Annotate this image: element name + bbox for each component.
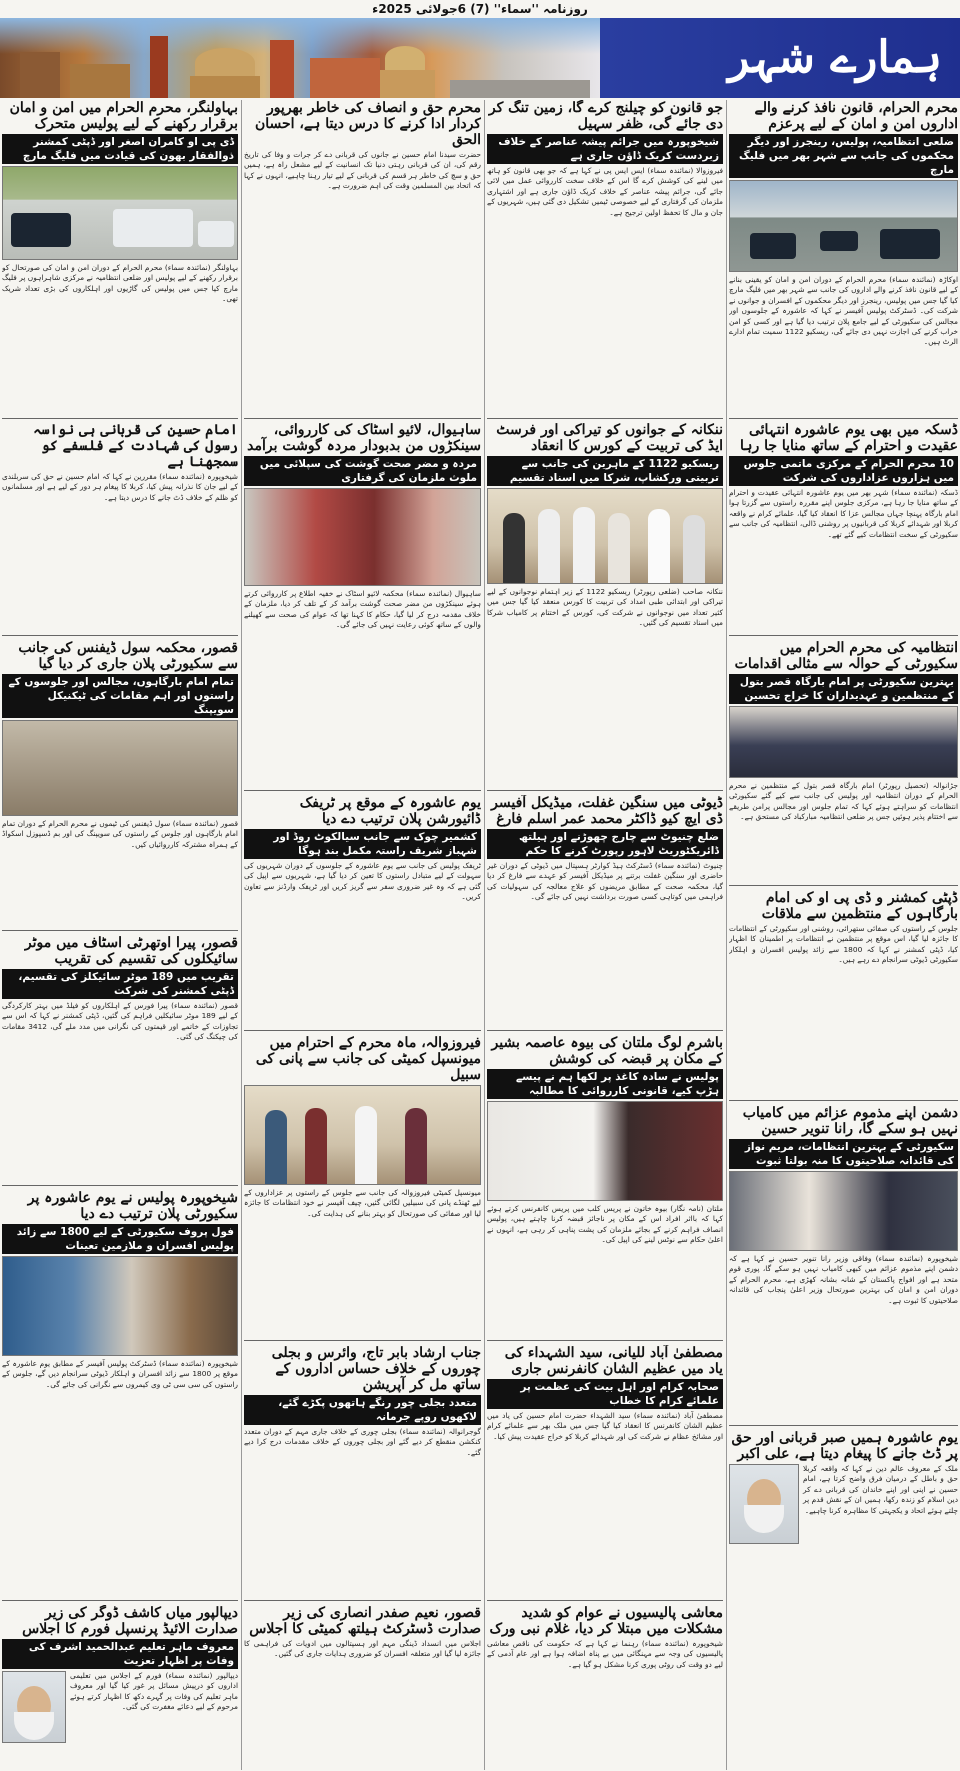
article-body: قصور (نمائندہ سماء) سول ڈیفنس کی ٹیموں نے محرم الحرام کے دوران تمام امام بارگاہوں اور جلوس کے راستوں کی سویپنگ کی اور بم ڈسپوزل اسکواڈ کے ہمراہ مشترکہ کارروائیاں کیں۔ — [2, 819, 238, 849]
article-subheadline: ریسکیو 1122 کے ماہرین کی جانب سے تربیتی ورکشاپ، شرکا میں اسناد تقسیم — [487, 456, 723, 486]
article-subheadline: بہترین سکیورٹی پر امام بارگاہ قصر بتول کے منتظمین و عہدیداران کا خراج تحسین — [729, 674, 958, 704]
article — [244, 1345, 481, 1595]
dateline: روزنامہ ''سماء'' (7) 6جولائی 2025ء — [372, 2, 588, 16]
article-subheadline: معروف ماہر تعلیم عبدالحمید اشرف کی وفات پر اظہار تعزیت — [2, 1639, 238, 1669]
water-sabeel-photo — [244, 1085, 481, 1185]
article — [244, 1605, 481, 1765]
article-headline: دشمن اپنے مذموم عزائم میں کامیاب نہیں ہو سکے گا، رانا تنویر حسین — [742, 1105, 958, 1137]
article-body: ٹریفک پولیس کی جانب سے یوم عاشورہ کے جلوسوں کے دوران شہریوں کی سہولت کے لیے متبادل راستوں کا تعین کر دیا گیا ہے، شہریوں سے اپیل کی گئی ہے کہ وہ غیر ضروری سفر سے گریز کریں اور ٹریفک وارڈنز سے تعاون کریں۔ — [244, 861, 481, 902]
column-4 — [0, 100, 240, 1770]
article-headline: محرم حق و انصاف کی خاطر بھرپور کردار ادا کرنے کا درس دیتا ہے، احسان الحق — [254, 100, 481, 148]
article-body: شیخوپورہ (نمائندہ سماء) وفاقی وزیر رانا تنویر حسین نے کہا ہے کہ دشمن اپنے مذموم عزائم میں کبھی کامیاب نہیں ہو سکے گا، پوری قوم متحد ہے اور افواج پاکستان کے شانہ بشانہ کھڑی ہے، محرم الحرام کے دوران امن و امان کی بہترین صورتحال وزیر اعلیٰ پنجاب کی قائدانہ صلاحیتوں کا ثبوت ہے۔ — [729, 1254, 958, 1305]
article — [487, 1605, 723, 1765]
article-body: دیپالپور (نمائندہ سماء) فورم کے اجلاس میں تعلیمی اداروں کو درپیش مسائل پر غور کیا گیا اور معروف ماہر تعلیم کی وفات پر گہرے دکھ کا اظہار کرتے ہوئے مرحوم کے لیے دعائے مغفرت کی گئی۔ — [70, 1671, 238, 1712]
bomb-disposal-photo — [2, 720, 238, 816]
article-subheadline: صحابہ کرام اور اہل بیت کی عظمت پر علمائے کرام کا خطاب — [487, 1379, 723, 1409]
article-subheadline: ضلعی انتظامیہ، پولیس، رینجرز اور دیگر محکموں کی جانب سے شہر بھر میں فلیگ مارچ — [729, 134, 958, 178]
police-vehicles-photo — [729, 180, 958, 272]
article-body: اجلاس میں انسداد ڈینگی مہم اور ہسپتالوں میں ادویات کی فراہمی کا جائزہ لیا گیا اور متعلقہ افسران کو ضروری ہدایات جاری کی گئیں۔ — [244, 1639, 481, 1659]
article-subheadline: متعدد بجلی چور رنگے ہاتھوں پکڑے گئے، لاکھوں روپے جرمانہ — [244, 1395, 481, 1425]
article — [244, 100, 481, 410]
article-subheadline: فول پروف سکیورٹی کے لیے 1800 سے زائد پولیس افسران و ملازمین تعینات — [2, 1224, 238, 1254]
article-body: جڑانوالہ (تحصیل رپورٹر) امام بارگاہ قصر بتول کے منتظمین نے محرم الحرام کے دوران انتظامیہ اور پولیس کی جانب سے کیے گئے سکیورٹی انتظامات کو سراہتے ہوئے کہا کہ تمام جلوس اور مجالس پرامن طریقے سے اختتام پذیر ہوئیں جس پر ضلعی انتظامیہ مبارکباد کی مستحق ہے۔ — [729, 781, 958, 822]
article-subheadline: مردہ و مضر صحت گوشت کی سپلائی میں ملوث ملزمان کی گرفتاری — [244, 456, 481, 486]
article-headline: یوم عاشورہ ہمیں صبر قربانی اور حق پر ڈٹ جانے کا پیغام دیتا ہے، علی اکبر — [731, 1430, 958, 1462]
article — [2, 1605, 238, 1765]
article-body: جلوس کے راستوں کی صفائی ستھرائی، روشنی اور سکیورٹی کے انتظامات کا جائزہ لیا گیا، اس موقع پر منتظمین نے انتظامات پر اطمینان کا اظہار کیا، ڈپٹی کمشنر نے کہا کہ 1800 سے زائد پولیس افسران و اہلکار سکیورٹی ڈیوٹی سرانجام دے رہے ہیں۔ — [729, 924, 958, 965]
article — [487, 1035, 723, 1325]
column-3 — [242, 100, 483, 1770]
article-body: ساہیوال (نمائندہ سماء) محکمہ لائیو اسٹاک نے خفیہ اطلاع پر کارروائی کرتے ہوئے سینکڑوں من مضر صحت گوشت برآمد کر کے تلف کر دیا، ملزمان کے خلاف مقدمہ درج کر لیا گیا، حکام کا کہنا تھا کہ عوام کی صحت سے کھیلنے والوں کے ساتھ کوئی رعایت نہیں کی جائے گی۔ — [244, 589, 481, 630]
article — [729, 1430, 958, 1760]
article-body: گوجرانوالہ (نمائندہ سماء) بجلی چوری کے خلاف جاری مہم کے دوران متعدد کنکشن منقطع کر دیے گئے اور بجلی چوروں کے خلاف مقدمات درج کرا دیے گئے۔ — [244, 1427, 481, 1457]
article — [729, 1105, 958, 1355]
article — [729, 890, 958, 1070]
section-title: ہمارے شہر — [600, 18, 960, 98]
article-headline: جو قانون کو چیلنج کرے گا، زمین تنگ کر دی جائے گی، ظفر سہیل — [488, 100, 723, 132]
article-subheadline: شیخوپورہ میں جرائم پیشہ عناصر کے خلاف زبردست کریک ڈاؤن جاری ہے — [487, 134, 723, 164]
article — [2, 100, 238, 410]
article — [2, 640, 238, 925]
article-headline: قصور، پیرا اوتھرٹی اسٹاف میں موٹر سائیکلوں کی تقسیم کی تقریب — [24, 935, 238, 967]
article — [2, 935, 238, 1175]
article-subheadline: 10 محرم الحرام کے مرکزی ماتمی جلوس میں ہزاروں عزاداروں کی شرکت — [729, 456, 958, 486]
article-body: شیخوپورہ (نمائندہ سماء) ڈسٹرکٹ پولیس آفیسر کے مطابق یوم عاشورہ کے موقع پر 1800 سے زائد افسران و اہلکار ڈیوٹی سرانجام دیں گے، جلوس کے راستوں کی سی سی ٹی وی کیمروں سے نگرانی کی جائے گی۔ — [2, 1359, 238, 1389]
article-headline: ساہیوال، لائیو اسٹاک کی کارروائی، سینکڑوں من بدبودار مردہ گوشت برآمد — [247, 422, 481, 454]
article-headline: ننکانہ کے جوانوں کو تیراکی اور فرسٹ ایڈ کی تربیت کے کورس کا انعقاد — [496, 422, 723, 454]
police-security-photo — [2, 1256, 238, 1356]
article — [487, 795, 723, 1025]
article — [244, 795, 481, 1025]
article-body: قصور (نمائندہ سماء) پیرا فورس کے اہلکاروں کو فیلڈ میں بہتر کارکردگی کے لیے 189 موٹر سائیکلیں فراہم کی گئیں، ڈپٹی کمشنر نے کہا کہ اس سے تجاوزات کے خاتمے اور قیمتوں کی نگرانی میں مدد ملے گی، 3412 مقامات کی چیکنگ کی گئی۔ — [2, 1001, 238, 1042]
article-headline: جناب ارشاد بابر تاج، وائرس و بجلی چوروں کے خلاف حساس اداروں کے ساتھ مل کر آپریشن — [271, 1345, 481, 1393]
article-subheadline: تمام امام بارگاہوں، مجالس اور جلوسوں کے راستوں اور اہم مقامات کی ٹیکنیکل سویپنگ — [2, 674, 238, 718]
article-headline: فیروزوالہ، ماہ محرم کے احترام میں میونسپل کمیٹی کی جانب سے پانی کی سبیل — [255, 1035, 481, 1083]
article-subheadline: ضلع چنیوٹ سے چارج چھوڑنے اور ہیلتھ ڈائریکٹوریٹ لاہور رپورٹ کرنے کا حکم — [487, 829, 723, 859]
article — [729, 640, 958, 870]
article-body: بہاولنگر (نمائندہ سماء) محرم الحرام کے دوران امن و امان کی صورتحال کو برقرار رکھنے کے لیے پولیس اور ضلعی انتظامیہ نے مرکزی شاہراہوں پر فلیگ مارچ کیا جس میں پولیس کی گاڑیوں اور اہلکاروں کی بڑی تعداد شریک تھی۔ — [2, 263, 238, 304]
portrait-photo — [2, 1671, 66, 1743]
article-subheadline: سکیورٹی کے بہترین انتظامات، مریم نواز کی قائدانہ صلاحیتوں کا منہ بولتا ثبوت — [729, 1139, 958, 1169]
meeting-group-photo — [729, 706, 958, 778]
column-2 — [485, 100, 725, 1770]
portrait-photo — [729, 1464, 799, 1544]
confiscated-meat-photo — [244, 488, 481, 586]
article-body: ڈسکہ (نمائندہ سماء) شہر بھر میں یوم عاشورہ انتہائی عقیدت و احترام کے ساتھ منایا جا رہا ہے، مرکزی جلوس اپنے مقررہ راستوں سے گزرتا ہوا امام بارگاہ پہنچا جہاں مجالس عزا کا انعقاد کیا گیا، علمائے کرام نے واقعہ کربلا اور شہدائے کربلا کی قربانیوں پر روشنی ڈالی، انتظامیہ کی جانب سے سکیورٹی کے سخت انتظامات کیے گئے تھے۔ — [729, 488, 958, 539]
article-headline: انتظامیہ کی محرم الحرام میں سکیورٹی کے حوالہ سے مثالی اقدامات — [734, 640, 958, 672]
article-headline: ڈیوٹی میں سنگین غفلت، میڈیکل آفیسر ڈی ایچ کیو ڈاکٹر محمد عمر اسلم فارغ — [491, 795, 723, 827]
article — [487, 422, 723, 782]
certificate-ceremony-photo — [487, 488, 723, 584]
article-headline: مصطفیٰ آباد للیانی، سید الشہداء کی یاد میں عظیم الشان کانفرنس جاری — [504, 1345, 723, 1377]
section-banner — [0, 18, 960, 98]
article-headline: امام حسین کی قربانی ہی نواسہ رسول کی شہادت کے فلسفے کو سمجھنا ہے — [33, 422, 238, 470]
article-body: مصطفیٰ آباد (نمائندہ سماء) سید الشہداء حضرت امام حسین کی یاد میں عظیم الشان کانفرنس کا انعقاد کیا گیا جس میں ملک بھر سے علمائے کرام اور مشائخ عظام نے شرکت کی اور شہدائے کربلا کو خراج عقیدت پیش کیا۔ — [487, 1411, 723, 1441]
article-body: میونسپل کمیٹی فیروزوالہ کی جانب سے جلوس کے راستوں پر عزاداروں کے لیے ٹھنڈے پانی کی سبیلیں لگائی گئیں، چیف آفیسر نے خود انتظامات کا جائزہ لیا اور صفائی کی صورتحال کو بہتر بنانے کی ہدایت کی۔ — [244, 1188, 481, 1218]
article-subheadline: ڈی پی او کامران اصغر اور ڈپٹی کمشنر ذوالفقار بھون کی قیادت میں فلیگ مارچ — [2, 134, 238, 164]
article-body: ملک کے معروف عالم دین نے کہا کہ واقعہ کربلا حق و باطل کے درمیان فرق واضح کرتا ہے، امام حسین نے اپنی اور اپنے خاندان کی قربانی دے کر دین اسلام کو زندہ رکھا، ہمیں ان کے نقش قدم پر چلتے ہوئے اتحاد و یکجہتی کا مظاہرہ کرنا چاہیے۔ — [803, 1464, 958, 1515]
article — [244, 1035, 481, 1315]
article-subheadline: تقریب میں 189 موٹر سائیکلز کی تقسیم، ڈپٹی کمشنر کی شرکت — [2, 969, 238, 999]
article-headline: ڈسکہ میں بھی یوم عاشورہ انتہائی عقیدت و احترام کے ساتھ منایا جا رہا — [739, 422, 958, 454]
article-body: ننکانہ صاحب (ضلعی رپورٹر) ریسکیو 1122 کے زیر اہتمام نوجوانوں کے لیے تیراکی اور ابتدائی طبی امداد کی تربیت کا کورس منعقد کیا گیا جس میں کثیر تعداد میں نوجوانوں نے شرکت کی، کورس کے اختتام پر کامیاب شرکا میں اسناد تقسیم کی گئیں۔ — [487, 587, 723, 628]
article-headline: معاشی پالیسیوں نے عوام کو شدید مشکلات میں مبتلا کر دیا، غلام نبی ورک — [489, 1605, 723, 1637]
banner-collage-image — [0, 18, 600, 98]
article-headline: قصور، محکمہ سول ڈیفنس کی جانب سے سکیورٹی پلان جاری کر دیا گیا — [18, 640, 238, 672]
article — [487, 100, 723, 410]
article-body: شیخوپورہ (نمائندہ سماء) رہنما نے کہا ہے کہ حکومت کی ناقص معاشی پالیسیوں کی وجہ سے مہنگائی میں بے پناہ اضافہ ہوا ہے اور عام آدمی کے لیے دو وقت کی روٹی پوری کرنا مشکل ہو گیا ہے۔ — [487, 1639, 723, 1669]
article-body: شیخوپورہ (نمائندہ سماء) مقررین نے کہا کہ امام حسین نے حق کی سربلندی کے لیے جان کا نذرانہ پیش کیا، کربلا کا پیغام ہر دور کے لیے ہے اور مسلمانوں کو ظلم کے خلاف ڈٹ جانے کا درس دیتا ہے۔ — [2, 472, 238, 502]
article-body: فیروزوالا (نمائندہ سماء) ایس ایس پی نے کہا ہے کہ جو بھی قانون کو ہاتھ میں لینے کی کوشش کرے گا اس کے خلاف سخت کارروائی عمل میں لائی جائے گی، جرائم پیشہ عناصر کے خلاف کریک ڈاؤن جاری ہے اور اشتہاری ملزمان کی گرفتاری کے لیے خصوصی ٹیمیں تشکیل دی گئی ہیں، شہریوں کے جان و مال کا تحفظ اولین ترجیح ہے۔ — [487, 166, 723, 217]
article-subheadline: پولیس نے سادہ کاغذ پر لکھا ہم نے پیسے ہڑپ کیے، قانونی کارروائی کا مطالبہ — [487, 1069, 723, 1099]
article — [487, 1345, 723, 1595]
article-body: حضرت سیدنا امام حسین نے جانوں کی قربانی دے کر جرات و وفا کی تاریخ رقم کی، ان کی قربانی رہتی دنیا تک انسانیت کے لیے مشعل راہ ہے، ہمیں حق و سچ کی خاطر ہر قسم کی قربانی کے لیے تیار رہنا چاہیے، انہوں نے کہا کہ اتحاد بین المسلمین وقت کی اہم ضرورت ہے۔ — [244, 150, 481, 191]
article-headline: قصور، نعیم صفدر انصاری کی زیر صدارت ڈسٹرکٹ ہیلتھ کمیٹی کا اجلاس — [249, 1605, 481, 1637]
article-headline: باشرم لوگ ملتان کی بیوہ عاصمہ بشیر کے مکان پر قبضہ کی کوشش — [491, 1035, 723, 1067]
article-subheadline: کشمیر چوک سے جانب سیالکوٹ روڈ اور شہباز شریف راستہ مکمل بند ہوگا — [244, 829, 481, 859]
article-body: اوکاڑہ (نمائندہ سماء) محرم الحرام کے دوران امن و امان کو یقینی بنانے کے لیے قانون نافذ کرنے والے اداروں کی جانب سے شہر بھر میں فلیگ مارچ کیا گیا جس میں پولیس، رینجرز اور دیگر محکموں کے افسران و جوانوں نے شرکت کی۔ ڈسٹرکٹ پولیس آفیسر نے کہا کہ عاشورہ کے جلوسوں اور مجالس کی سکیورٹی کے لیے جامع پلان ترتیب دیا گیا ہے اور کسی کو امن خراب کرنے کی اجازت نہیں دی جائے گی، ریسکیو 1122 سمیت تمام ادارے الرٹ ہیں۔ — [729, 275, 958, 347]
article-body: ملتان (نامہ نگار) بیوہ خاتون نے پریس کلب میں پریس کانفرنس کرتے ہوئے کہا کہ بااثر افراد اس کے مکان پر ناجائز قبضہ کرنا چاہتے ہیں، پولیس انصاف فراہم کرنے کے بجائے ملزمان کی پشت پناہی کر رہی ہے، انہوں نے اعلیٰ حکام سے نوٹس لینے کی اپیل کی۔ — [487, 1204, 723, 1245]
article — [729, 100, 958, 450]
press-talk-photo — [729, 1171, 958, 1251]
flag-march-photo — [2, 166, 238, 260]
article-headline: دیپالپور میاں کاشف ڈوگر کی زیر صدارت الائیڈ پرنسپل فورم کا اجلاس — [22, 1605, 238, 1637]
article — [2, 1190, 238, 1570]
article-headline: ڈپٹی کمشنر و ڈی پی او کی امام بارگاہوں کے منتظمین سے ملاقات — [761, 890, 958, 922]
article-headline: بہاولنگر، محرم الحرام میں امن و امان برقرار رکھنے کے لیے پولیس متحرک — [9, 100, 238, 132]
article-headline: شیخوپورہ پولیس نے یوم عاشورہ پر سکیورٹی پلان ترتیب دے دیا — [27, 1190, 238, 1222]
article-headline: محرم الحرام، قانون نافذ کرنے والے اداروں امن و امان کے لیے پرعزم — [754, 100, 958, 132]
article-headline: یوم عاشورہ کے موقع پر ٹریفک ڈائیورشن پلان ترتیب دے دیا — [299, 795, 481, 827]
article — [244, 422, 481, 762]
column-1 — [727, 100, 960, 1770]
widow-document-photo — [487, 1101, 723, 1201]
article — [729, 422, 958, 677]
article-body: چنیوٹ (نمائندہ سماء) ڈسٹرکٹ ہیڈ کوارٹر ہسپتال میں ڈیوٹی کے دوران غیر حاضری اور سنگین غفلت برتنے پر میڈیکل آفیسر کو عہدے سے فارغ کر دیا گیا، محکمہ صحت کے مطابق مریضوں کو علاج معالجہ کی سہولیات کی فراہمی میں کوتاہی کسی صورت برداشت نہیں کی جائے گی۔ — [487, 861, 723, 902]
